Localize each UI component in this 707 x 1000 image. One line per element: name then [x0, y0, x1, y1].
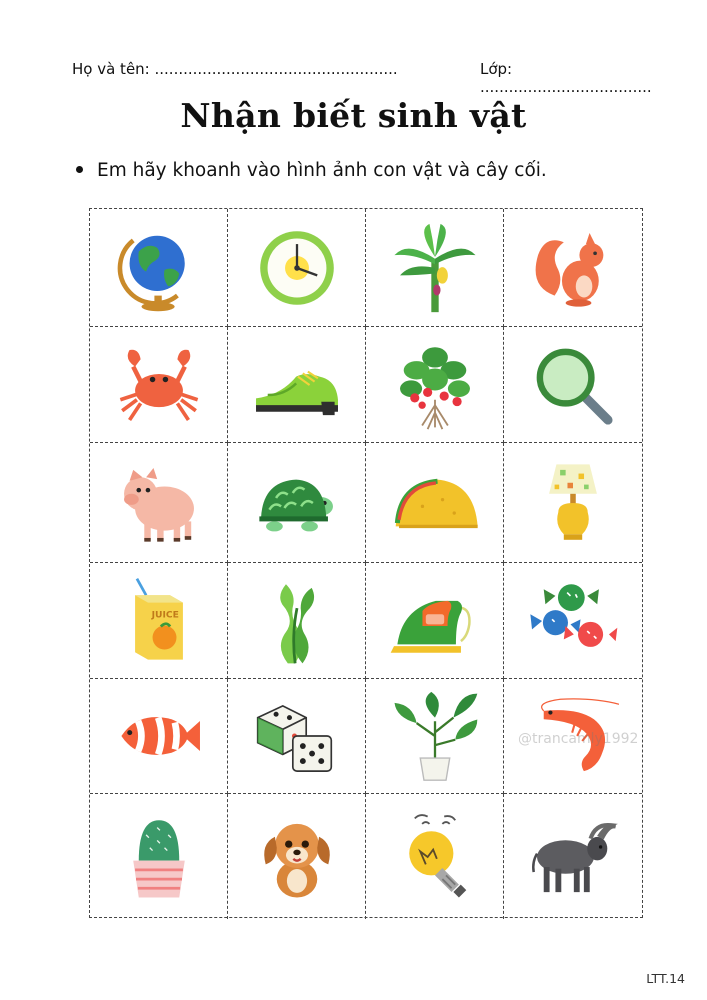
- candy-icon: [527, 575, 619, 667]
- instruction-text: Em hãy khoanh vào hình ảnh con vật và cây cối.: [97, 160, 547, 181]
- shoe-icon: [251, 339, 343, 431]
- magnifier-icon: [527, 339, 619, 431]
- dice-icon: [251, 690, 343, 782]
- grid-cell-puppy[interactable]: [228, 794, 366, 919]
- banana-tree-icon: [389, 222, 481, 314]
- clownfish-icon: [113, 690, 205, 782]
- class-field-label[interactable]: Lớp: ....................................: [480, 60, 652, 96]
- grid-cell-clownfish[interactable]: [90, 679, 228, 794]
- taco-icon: [389, 457, 481, 549]
- potted-plant-icon: [389, 690, 481, 782]
- crab-icon: [113, 339, 205, 431]
- squirrel-icon: [527, 222, 619, 314]
- grid-cell-pig[interactable]: [90, 443, 228, 563]
- grid-cell-shoe[interactable]: [228, 327, 366, 443]
- grid-cell-seaweed[interactable]: [228, 563, 366, 679]
- grid-cell-globe[interactable]: [90, 209, 228, 327]
- clock-icon: [251, 222, 343, 314]
- student-info-row: [72, 60, 657, 96]
- grid-cell-juice-box[interactable]: [90, 563, 228, 679]
- grid-cell-crab[interactable]: [90, 327, 228, 443]
- picture-grid: [89, 208, 643, 918]
- juice-box-label: JUICE: [151, 608, 179, 620]
- cactus-icon: [113, 811, 205, 903]
- grid-cell-potted-plant[interactable]: [366, 679, 504, 794]
- grid-cell-lamp[interactable]: [504, 443, 642, 563]
- puppy-icon: [251, 811, 343, 903]
- juice-box-icon: [113, 575, 205, 667]
- globe-icon: [113, 222, 205, 314]
- grid-cell-light-bulb[interactable]: [366, 794, 504, 919]
- grid-cell-turtle[interactable]: [228, 443, 366, 563]
- grid-cell-squirrel[interactable]: [504, 209, 642, 327]
- iron-icon: [389, 575, 481, 667]
- name-field-label[interactable]: Họ và tên: ...................................................: [72, 60, 398, 78]
- grid-cell-iron[interactable]: [366, 563, 504, 679]
- grid-cell-candy[interactable]: [504, 563, 642, 679]
- light-bulb-icon: [389, 811, 481, 903]
- grid-cell-dice[interactable]: [228, 679, 366, 794]
- bullet-icon: [76, 166, 83, 173]
- buffalo-icon: [527, 811, 619, 903]
- grid-cell-strawberry-plant[interactable]: [366, 327, 504, 443]
- pig-icon: [113, 457, 205, 549]
- grid-cell-banana-tree[interactable]: [366, 209, 504, 327]
- grid-cell-taco[interactable]: [366, 443, 504, 563]
- footer-code: LTT.14: [646, 971, 685, 986]
- instruction: [76, 160, 547, 181]
- page-title: Nhận biết sinh vật: [180, 96, 527, 135]
- grid-cell-cactus[interactable]: [90, 794, 228, 919]
- grid-cell-clock[interactable]: [228, 209, 366, 327]
- grid-cell-buffalo[interactable]: [504, 794, 642, 919]
- seaweed-icon: [251, 575, 343, 667]
- turtle-icon: [251, 457, 343, 549]
- lamp-icon: [527, 457, 619, 549]
- grid-cell-magnifier[interactable]: [504, 327, 642, 443]
- strawberry-plant-icon: [389, 339, 481, 431]
- watermark: @trancamly1992: [518, 731, 639, 747]
